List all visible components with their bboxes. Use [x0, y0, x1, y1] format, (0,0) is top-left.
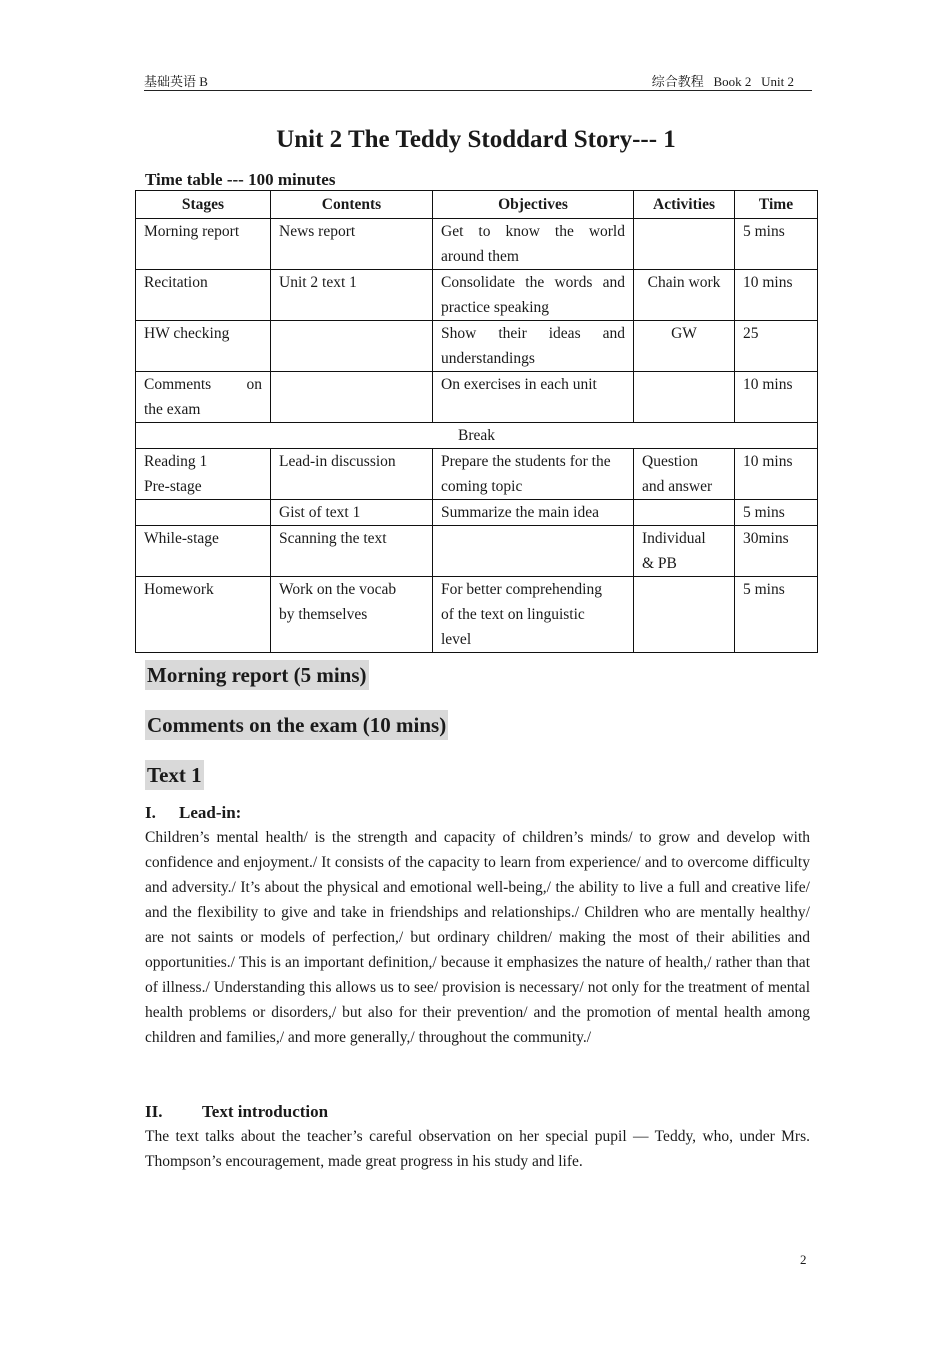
cell-stage — [136, 500, 271, 526]
column-header-contents: Contents — [271, 191, 433, 219]
section-heading-morning-report: Morning report (5 mins) — [145, 660, 369, 690]
objective-line: around them — [441, 248, 519, 265]
timetable-label: Time table --- 100 minutes — [145, 170, 336, 189]
header-book-unit: 综合教程 Book 2 Unit 2 — [651, 74, 794, 89]
objective-line: Consolidate the words and — [441, 274, 625, 291]
cell-time: 10 mins — [735, 449, 818, 500]
cell-objective — [433, 219, 634, 270]
cell-activity — [634, 577, 735, 653]
stage-line: the exam — [144, 401, 201, 418]
cell-stage: HW checking — [136, 321, 271, 372]
cell-time: 5 mins — [735, 577, 818, 653]
objective-line: Get to know the world — [441, 223, 625, 240]
column-header-objectives: Objectives — [433, 191, 634, 219]
column-header-time: Time — [735, 191, 818, 219]
cell-objective: On exercises in each unit — [433, 372, 634, 423]
cell-objective — [433, 321, 634, 372]
column-header-stages: Stages — [136, 191, 271, 219]
running-header — [144, 70, 812, 91]
objective-line: For better comprehending — [441, 581, 602, 598]
page-title: Unit 2 The Teddy Stoddard Story--- 1 — [276, 126, 676, 153]
objective-line: understandings — [441, 350, 535, 367]
cell-stage: Homework — [136, 577, 271, 653]
activity-line: & PB — [642, 555, 677, 572]
cell-stage — [136, 449, 271, 500]
cell-content: Gist of text 1 — [271, 500, 433, 526]
cell-content — [271, 372, 433, 423]
objective-line: level — [441, 631, 472, 648]
page-number: 2 — [800, 1252, 807, 1267]
activity-line: Individual — [642, 530, 706, 547]
objective-line: Prepare the students for the — [441, 453, 611, 470]
table-row — [136, 321, 818, 372]
cell-stage: While-stage — [136, 526, 271, 577]
table-row — [136, 500, 818, 526]
cell-time: 5 mins — [735, 219, 818, 270]
cell-stage: Recitation — [136, 270, 271, 321]
table-row — [136, 372, 818, 423]
break-cell: Break — [136, 423, 818, 449]
text-intro-paragraph: The text talks about the teacher’s careful observation on her special pupil — Teddy, who, under Mrs. Thompson’s encouragement, made great progress in his study and life. — [145, 1128, 810, 1170]
cell-time: 30mins — [735, 526, 818, 577]
cell-objective: Summarize the main idea — [433, 500, 634, 526]
cell-content — [271, 321, 433, 372]
cell-time: 10 mins — [735, 270, 818, 321]
cell-activity — [634, 526, 735, 577]
cell-stage: Morning report — [136, 219, 271, 270]
cell-objective — [433, 270, 634, 321]
activity-line: Question — [642, 453, 698, 470]
cell-content: News report — [271, 219, 433, 270]
cell-objective — [433, 449, 634, 500]
activity-line: and answer — [642, 478, 713, 495]
objective-line: practice speaking — [441, 299, 550, 316]
text-intro-heading — [145, 1102, 328, 1122]
lead-in-number: I. — [145, 803, 156, 822]
header-course-name: 基础英语 B — [144, 74, 208, 89]
table-header-row — [136, 191, 818, 219]
table-row — [136, 449, 818, 500]
column-header-activities: Activities — [634, 191, 735, 219]
table-row-break — [136, 423, 818, 449]
cell-activity — [634, 372, 735, 423]
cell-time: 10 mins — [735, 372, 818, 423]
content-line: Work on the vocab — [279, 581, 397, 598]
objective-line: of the text on linguistic — [441, 606, 585, 623]
stage-line: Reading 1 — [144, 453, 208, 470]
cell-activity — [634, 219, 735, 270]
schedule-table — [135, 190, 818, 653]
stage-line: Pre-stage — [144, 478, 202, 495]
table-row — [136, 577, 818, 653]
cell-content: Scanning the text — [271, 526, 433, 577]
cell-activity — [634, 500, 735, 526]
cell-time: 5 mins — [735, 500, 818, 526]
cell-stage — [136, 372, 271, 423]
lead-in-title: Lead-in: — [179, 803, 242, 822]
cell-activity: Chain work — [634, 270, 735, 321]
cell-objective — [433, 577, 634, 653]
cell-content — [271, 577, 433, 653]
objective-line: Show their ideas and — [441, 325, 625, 342]
objective-line: coming topic — [441, 478, 523, 495]
cell-activity — [634, 449, 735, 500]
section-heading-comments-exam: Comments on the exam (10 mins) — [145, 710, 448, 740]
content-line: by themselves — [279, 606, 368, 623]
table-row — [136, 270, 818, 321]
cell-content: Lead-in discussion — [271, 449, 433, 500]
lead-in-paragraph: Children’s mental health/ is the strength and capacity of children’s minds/ to grow and develop with confidence and enjoyment./ It consists of the capacity to learn from experience/ and to overcome difficulty and adversity./ It’s about the physical and emotional well-being,/ the ability to live a full and creative life/ and the flexibility to give and take in friendships and relationships./ Children who are mentally healthy/ are not saints or models of perfection,/ but ordinary children/ making the most of their abilities and opportunities./ This is an important definition,/ because it emphasizes the nature of health,/ rather than that of illness./ Understanding this allows us to see/ provision is necessary/ not only for the treatment of mental health problems or disorders,/ but also for their prevention/ and the promotion of mental health among children and families,/ and more generally,/ throughout the community./ — [145, 829, 810, 1046]
table-row — [136, 526, 818, 577]
cell-objective — [433, 526, 634, 577]
cell-time: 25 — [735, 321, 818, 372]
text-intro-number: II. — [145, 1102, 163, 1121]
lead-in-heading — [145, 803, 241, 823]
cell-activity: GW — [634, 321, 735, 372]
text-intro-title: Text introduction — [202, 1102, 329, 1121]
section-heading-text1: Text 1 — [145, 760, 204, 790]
stage-line: Comments on — [144, 376, 262, 393]
cell-content: Unit 2 text 1 — [271, 270, 433, 321]
table-row — [136, 219, 818, 270]
